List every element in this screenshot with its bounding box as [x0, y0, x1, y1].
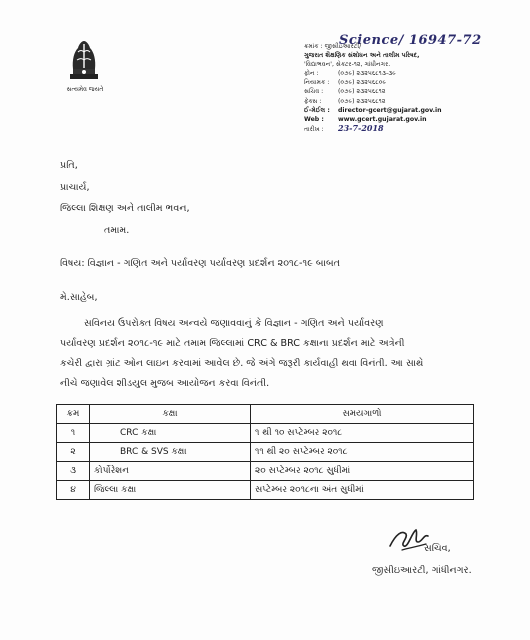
signatory-office: જીસીઇઆરટી, ગાંધીનગર. [372, 565, 472, 576]
contact-label: ફેક્સ : [304, 97, 322, 105]
contact-label: Web : [304, 115, 324, 123]
body-line: સવિનય ઉપરોક્ત વિષય અન્વયે જણાવવાનું કે વિજ્ઞાન - ગણિત અને પર્યાવરણ [84, 318, 384, 329]
row-serial: ૨ [57, 443, 90, 462]
body-paragraph [60, 314, 480, 394]
table-row [57, 443, 474, 462]
contact-value: (૦૭૯) ૨૩૨૫૬૮૧૨ [338, 88, 386, 96]
address-line-2: 'વિદ્યાભવન', સેક્ટર-૧૨, ગાંધીનગર. [304, 61, 391, 69]
contact-value: (૦૭૯) ૨૩૨૫૬૮૧૩-૩૯ [338, 70, 396, 78]
contact-web [304, 115, 524, 124]
contact-email [304, 106, 524, 115]
row-level: કોર્પોરેશન [90, 462, 251, 481]
table-header-row [57, 405, 474, 424]
contact-fax [304, 97, 524, 106]
contact-value: director-gcert@gujarat.gov.in [338, 106, 442, 114]
column-header-serial: ક્રમ [57, 405, 90, 424]
row-period: સપ્ટેમ્બર ૨૦૧૮ના અંત સુધીમાં [251, 481, 474, 500]
emblem-caption: સત્યમેવ જયતે [66, 86, 104, 93]
row-level: જિલ્લા કક્ષા [90, 481, 251, 500]
column-header-level: કક્ષા [90, 405, 251, 424]
contact-label: ફોન : [304, 70, 319, 78]
signatory-title: સચિવ, [424, 543, 451, 554]
contact-value: (૦૭૯) ૨૩૨૫૬૮૧૨ [338, 97, 386, 105]
recipient-line-1: પ્રતિ, [60, 160, 78, 171]
body-line: પર્યાવરણ પ્રદર્શન ૨૦૧૮-૧૯ માટે તમામ જિલ્લામાં CRC & BRC કક્ષાના પ્રદર્શન માટે અત્રેની [60, 338, 405, 349]
letter-number-label: ક્રમાંક : જીસીઇઆરટી/ [304, 43, 362, 50]
salutation: મે.સાહેબ, [60, 292, 98, 303]
body-line: નીચે જણાવેલ શીડયુલ મુજબ આયોજન કરવા વિનંતી. [60, 378, 270, 389]
contact-secretary [304, 87, 524, 96]
contact-label: નિયામક : [304, 79, 330, 87]
handwritten-letter-number: Science/ 16947-72 [339, 33, 482, 48]
table-row [57, 481, 474, 500]
row-serial: ૪ [57, 481, 90, 500]
address-line-1: ગુજરાત શૈક્ષણિક સંશોધન અને તાલીમ પરિષદ, [304, 52, 420, 60]
contact-label: સચિવ : [304, 88, 324, 96]
row-level: CRC કક્ષા [90, 424, 251, 443]
letter-date [304, 124, 524, 133]
table-row [57, 462, 474, 481]
contact-value: www.gcert.gujarat.gov.in [338, 115, 427, 123]
contact-director [304, 78, 524, 87]
office-address-block [304, 42, 524, 133]
contact-phone [304, 69, 524, 78]
letter-subject: વિષય: વિજ્ઞાન - ગણિત અને પર્યાવરણ પર્યાવરણ પ્રદર્શન ૨૦૧૮-૧૯ બાબત [60, 258, 341, 269]
state-emblem-icon [64, 36, 104, 84]
contact-label: ઈ-મેઈલ : [304, 106, 330, 114]
contact-value: (૦૭૯) ૨૩૨૫૬૮૦૯ [338, 79, 387, 87]
handwritten-date: 23-7-2018 [338, 122, 384, 133]
row-level: BRC & SVS કક્ષા [90, 443, 251, 462]
body-line: કચેરી દ્વારા ગ્રાંટ ઓન લાઇન કરવામાં આવેલ છે. જે અંગે જરૂરી કાર્યવાહી થવા વિનંતી. આ સાથે [60, 358, 424, 369]
row-serial: ૧ [57, 424, 90, 443]
recipient-line-4: તમામ. [104, 225, 130, 236]
row-period: ૧૧ થી ૨૦ સપ્ટેમ્બર ૨૦૧૮ [251, 443, 474, 462]
date-label: તારીખ : [304, 125, 324, 133]
row-period: ૧ થી ૧૦ સપ્ટેમ્બર ૨૦૧૮ [251, 424, 474, 443]
recipient-line-3: જિલ્લા શિક્ષણ અને તાલીમ ભવન, [60, 203, 190, 214]
column-header-period: સમયગાળો [251, 405, 474, 424]
row-serial: ૩ [57, 462, 90, 481]
table-row [57, 424, 474, 443]
recipient-line-2: પ્રાચાર્ય, [60, 182, 90, 193]
row-period: ૨૦ સપ્ટેમ્બર ૨૦૧૮ સુધીમાં [251, 462, 474, 481]
schedule-table [56, 404, 474, 500]
